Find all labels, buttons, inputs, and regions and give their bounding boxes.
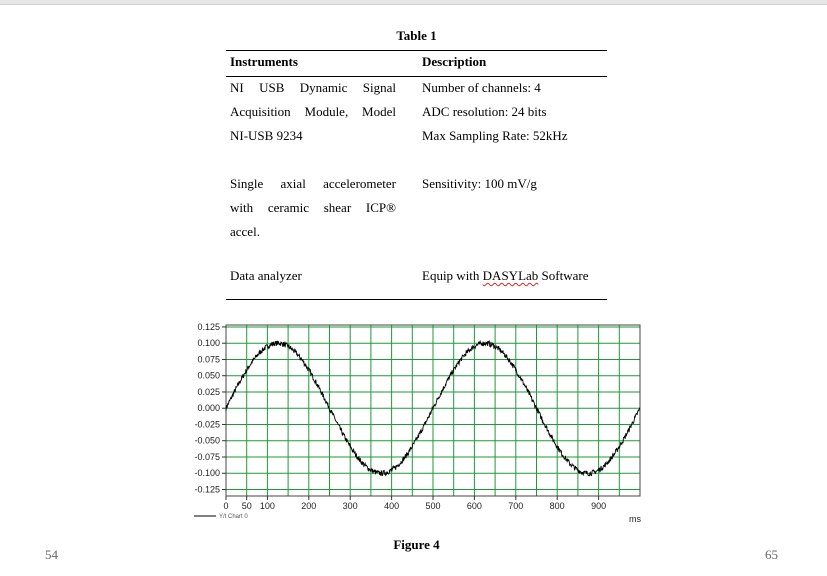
y-tick-label: 0.075: [197, 354, 220, 365]
table-row-1-instrument: [230, 76, 396, 148]
table-row-1-instrument-line-3: NI-USB 9234: [230, 128, 303, 143]
y-tick-label: 0.050: [197, 370, 220, 381]
x-tick-label: 0: [223, 501, 229, 511]
table-row-1-description: [422, 76, 607, 148]
table-header-row: [226, 51, 607, 77]
page-number-left: 54: [45, 547, 58, 562]
x-tick-label: 50: [241, 501, 252, 511]
y-tick-label: 0.125: [197, 321, 220, 332]
x-tick-label: 500: [425, 501, 441, 511]
table-title: Table 1: [396, 28, 437, 43]
x-axis-label: ms: [629, 514, 641, 524]
x-tick-label: 600: [466, 501, 482, 511]
y-tick-label: 0.025: [197, 386, 220, 397]
x-tick-label: 800: [549, 501, 565, 511]
y-tick-label: 0.100: [197, 338, 220, 349]
y-tick-label: -0.075: [194, 451, 220, 462]
yt-chart: [180, 318, 660, 530]
header-instruments: Instruments: [230, 54, 298, 69]
x-tick-label: 700: [508, 501, 524, 511]
table-row-2-instrument-line-2: with ceramic shear ICP®: [230, 200, 396, 215]
y-tick-label: -0.125: [194, 484, 220, 495]
x-tick-label: 100: [259, 501, 275, 511]
table-row-1-description-line-1: Number of channels: 4: [422, 80, 541, 95]
x-tick-label: 400: [384, 501, 400, 511]
table-row-2-instrument-line-3: accel.: [230, 224, 260, 239]
table-row-1-instrument-line-1: NI USB Dynamic Signal: [230, 80, 396, 95]
x-tick-label: 900: [591, 501, 607, 511]
table-row-1-description-line-2: ADC resolution: 24 bits: [422, 104, 547, 119]
table-row-1-description-line-3: Max Sampling Rate: 52kHz: [422, 128, 568, 143]
legend-label: Y/t Chart 0: [219, 514, 248, 520]
spellcheck-flagged-word: DASYLab: [482, 268, 539, 283]
table-row-3-description-prefix: Equip with: [422, 268, 483, 283]
x-tick-label: 200: [301, 501, 317, 511]
table-row-1-instrument-line-2: Acquisition Module, Model: [230, 104, 396, 119]
figure-caption: Figure 4: [393, 537, 440, 552]
y-tick-label: -0.025: [194, 419, 220, 430]
table-row-3-description-suffix: Software: [538, 268, 589, 283]
page-number-right: 65: [765, 547, 778, 562]
table-row-2-description: [422, 172, 607, 196]
header-description: Description: [422, 54, 487, 69]
y-tick-label: -0.100: [194, 468, 220, 479]
table-row-3-description: [422, 264, 607, 288]
instruments-table: [226, 50, 607, 300]
viewer-top-bar: [0, 0, 827, 5]
table-row-3-instrument-line-1: Data analyzer: [230, 268, 302, 283]
table-row-2-instrument-line-1: Single axial accelerometer: [230, 176, 396, 191]
table-row-3-instrument: [230, 264, 396, 288]
table-row-2-description-line-1: Sensitivity: 100 mV/g: [422, 176, 537, 191]
y-tick-label: 0.000: [197, 403, 220, 414]
x-tick-label: 300: [342, 501, 358, 511]
y-tick-label: -0.050: [194, 435, 220, 446]
table-row-2-instrument: [230, 172, 396, 244]
